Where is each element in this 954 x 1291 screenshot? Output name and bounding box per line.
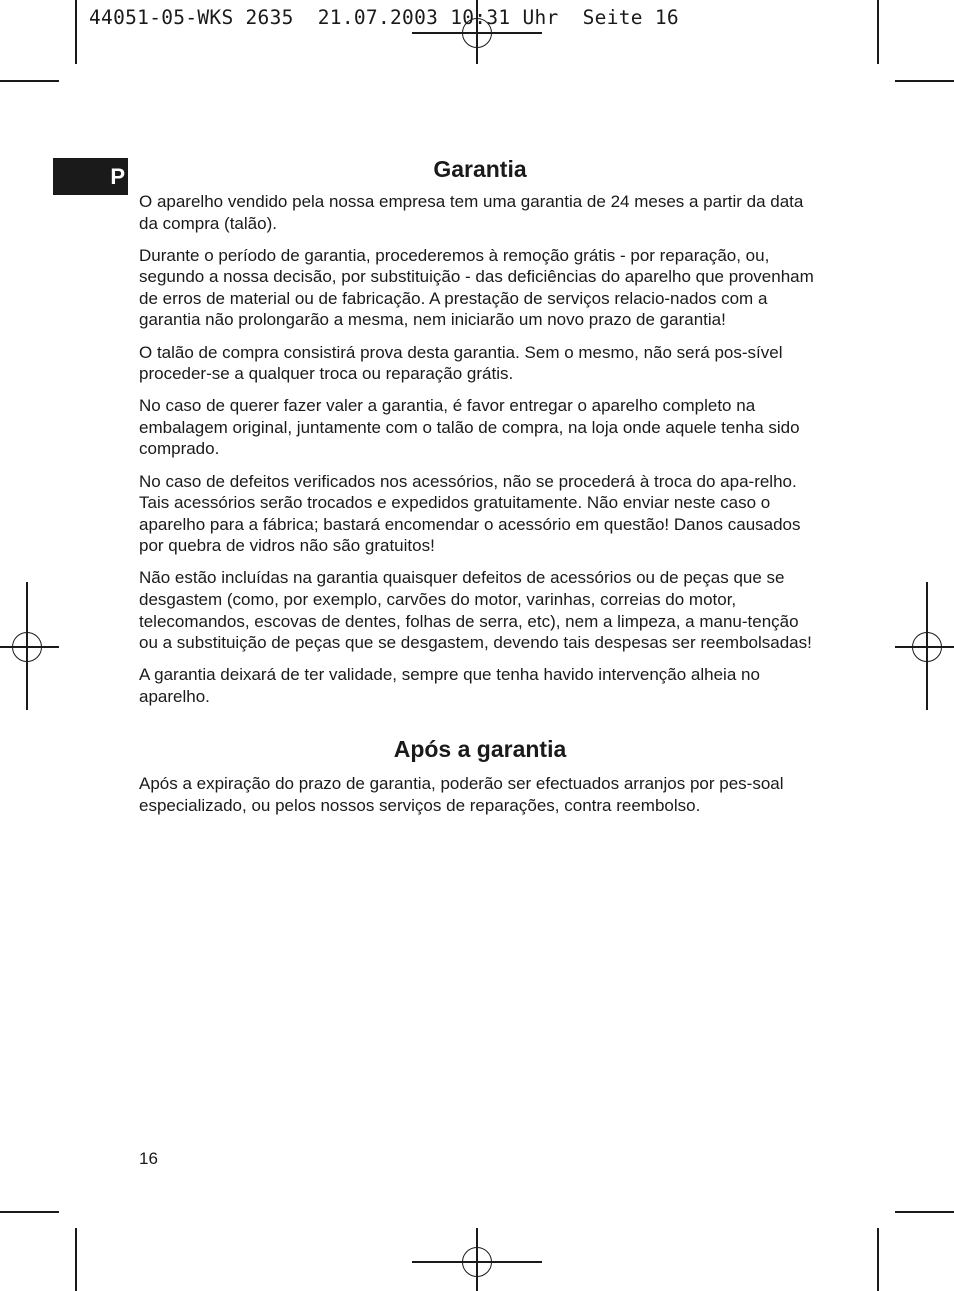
page-number: 16 (139, 1149, 158, 1168)
paragraph: A garantia deixará de ter validade, sempre que tenha havido intervenção alheia no aparelho. (139, 665, 760, 706)
registration-mark-circle (462, 1247, 492, 1277)
paragraph: No caso de querer fazer valer a garantia, é favor entregar o aparelho completo na embalagem original, juntamente com o talão de compra, na loja onde aquele tenha sido comprado. (139, 396, 800, 459)
crop-mark (75, 1228, 77, 1291)
document-body (139, 155, 821, 827)
crop-mark (0, 1211, 59, 1213)
paragraph: Não estão incluídas na garantia quaisquer defeitos de acessórios ou de peças que se desgastem (como, por exemplo, carvões do motor, varinhas, correias do motor, telecomandos, escovas de dentes, folhas de serra, etc), nem a limpeza, a manu-tenção ou a substituição de peças que se desgastem, devendo tais despesas ser reembolsadas! (139, 568, 812, 653)
paragraph: O talão de compra consistirá prova desta garantia. Sem o mesmo, não será pos-sível proceder-se a qualquer troca ou reparação grátis. (139, 342, 783, 384)
registration-mark-circle (12, 632, 42, 662)
paragraph: O aparelho vendido pela nossa empresa tem uma garantia de 24 meses a partir da data da compra (talão). (139, 192, 804, 233)
crop-mark (895, 80, 954, 82)
section-title-garantia: Garantia (433, 156, 527, 182)
registration-mark-circle (912, 632, 942, 662)
paragraph: Após a expiração do prazo de garantia, poderão ser efectuados arranjos por pes-soal especializado, ou pelos nossos serviços de reparações, contra reembolso. (139, 774, 784, 816)
crop-mark (75, 0, 77, 64)
section-title-apos-garantia: Após a garantia (393, 736, 567, 763)
crop-mark (877, 1228, 879, 1291)
paragraph: Durante o período de garantia, procederemos à remoção grátis - por reparação, ou, segundo a nossa decisão, por substituição - das deficiências do aparelho que provenham de erros de material ou de fabricação. A prestação de serviços relacio-nados com a garantia não prolongarão a mesma, nem iniciarão um novo prazo de garantia! (139, 245, 814, 330)
crop-mark (895, 1211, 954, 1213)
crop-mark (0, 80, 59, 82)
paragraph: No caso de defeitos verificados nos acessórios, não se procederá à troca do apa-relho. Tais acessórios serão trocados e expedidos gratuitamente. Não enviar neste caso o aparelho para a fábrica; bastará encomendar o acessório em questão! Danos causados por quebra de vidros não são gratuitos! (139, 471, 801, 556)
crop-mark (877, 0, 879, 64)
print-slug: 44051-05-WKS 2635 21.07.2003 10:31 Uhr Seite 16 (89, 6, 679, 29)
language-tab: P (53, 158, 128, 195)
